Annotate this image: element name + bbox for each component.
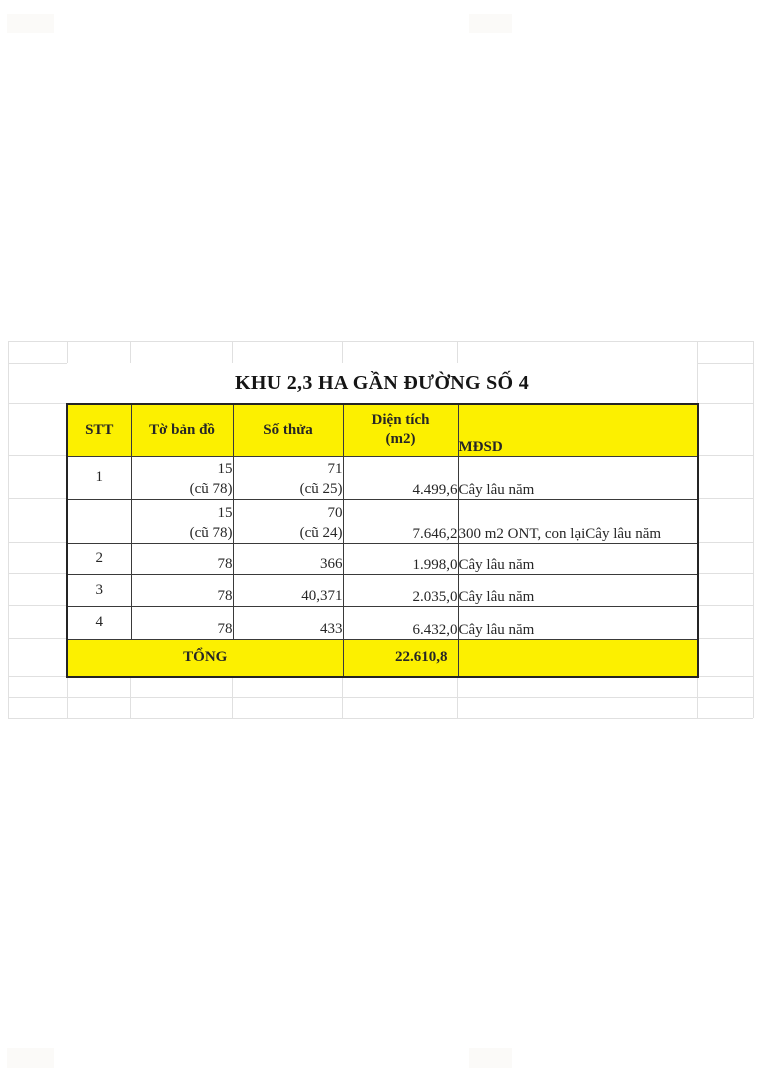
- grid-line: [753, 341, 754, 718]
- so-thua-line1: 40,371: [301, 587, 343, 604]
- to-ban-do-line1: 15: [217, 504, 233, 521]
- header-cell-to-ban-do[interactable]: Tờ bản đồ: [131, 404, 233, 456]
- total-dien-tich-cell[interactable]: 22.610,8: [343, 639, 458, 677]
- header-dien-tich-line1: Diện tích: [371, 412, 430, 429]
- cell-dien-tich[interactable]: 1.998,0: [343, 543, 458, 574]
- cell-mdsd[interactable]: Cây lâu năm: [458, 606, 698, 639]
- so-thua-line2: (cũ 24): [299, 524, 343, 541]
- cell-dien-tich[interactable]: 6.432,0: [343, 606, 458, 639]
- cell-mdsd[interactable]: Cây lâu năm: [458, 456, 698, 499]
- cell-so-thua[interactable]: [233, 574, 343, 606]
- header-cell-mdsd[interactable]: MĐSD: [458, 404, 698, 456]
- cell-dien-tich[interactable]: 4.499,6: [343, 456, 458, 499]
- cell-so-thua[interactable]: [233, 606, 343, 639]
- table-row: [67, 543, 698, 574]
- cell-dien-tich[interactable]: 7.646,2: [343, 499, 458, 543]
- so-thua-line2: (cũ 25): [299, 480, 343, 497]
- so-thua-line1: 366: [320, 555, 343, 572]
- table-row: [67, 456, 698, 499]
- cell-to-ban-do[interactable]: [131, 456, 233, 499]
- cell-stt[interactable]: 2: [67, 543, 131, 574]
- total-row: [67, 639, 698, 677]
- grid-line: [8, 697, 753, 698]
- to-ban-do-line2: (cũ 78): [189, 524, 233, 541]
- cell-to-ban-do[interactable]: [131, 543, 233, 574]
- cell-to-ban-do[interactable]: [131, 499, 233, 543]
- header-cell-stt[interactable]: STT: [67, 404, 131, 456]
- cell-dien-tich[interactable]: 2.035,0: [343, 574, 458, 606]
- so-thua-line1: 70: [327, 504, 343, 521]
- watermark-remnant: [7, 14, 54, 33]
- header-row: [67, 404, 698, 456]
- cell-stt[interactable]: 4: [67, 606, 131, 639]
- watermark-remnant: [469, 14, 512, 33]
- cell-mdsd[interactable]: Cây lâu năm: [458, 574, 698, 606]
- header-cell-dien-tich[interactable]: [343, 404, 458, 456]
- cell-so-thua[interactable]: [233, 499, 343, 543]
- total-label-cell[interactable]: TỔNG: [67, 639, 343, 677]
- to-ban-do-line1: 78: [217, 620, 233, 637]
- total-mdsd-cell[interactable]: [458, 639, 698, 677]
- grid-line: [8, 341, 9, 718]
- watermark-remnant: [7, 1048, 54, 1068]
- to-ban-do-line1: 15: [217, 460, 233, 477]
- cell-mdsd[interactable]: 300 m2 ONT, con lạiCây lâu năm: [458, 499, 698, 543]
- grid-line: [8, 341, 753, 342]
- table-row: [67, 574, 698, 606]
- table-title: KHU 2,3 HA GẦN ĐƯỜNG SỐ 4: [67, 363, 697, 403]
- cell-stt[interactable]: 3: [67, 574, 131, 606]
- so-thua-line1: 71: [327, 460, 343, 477]
- to-ban-do-line1: 78: [217, 587, 233, 604]
- cell-to-ban-do[interactable]: [131, 574, 233, 606]
- cell-so-thua[interactable]: [233, 543, 343, 574]
- to-ban-do-line2: (cũ 78): [189, 480, 233, 497]
- land-plots-table: [66, 403, 699, 678]
- table-row: [67, 499, 698, 543]
- cell-mdsd[interactable]: Cây lâu năm: [458, 543, 698, 574]
- grid-line: [8, 718, 753, 719]
- cell-stt[interactable]: [67, 499, 131, 543]
- cell-stt[interactable]: 1: [67, 456, 131, 499]
- so-thua-line1: 433: [320, 620, 343, 637]
- header-dien-tich-line2: (m2): [385, 431, 416, 448]
- cell-to-ban-do[interactable]: [131, 606, 233, 639]
- table-row: [67, 606, 698, 639]
- watermark-remnant: [469, 1048, 512, 1068]
- to-ban-do-line1: 78: [217, 555, 233, 572]
- cell-so-thua[interactable]: [233, 456, 343, 499]
- header-cell-so-thua[interactable]: Số thửa: [233, 404, 343, 456]
